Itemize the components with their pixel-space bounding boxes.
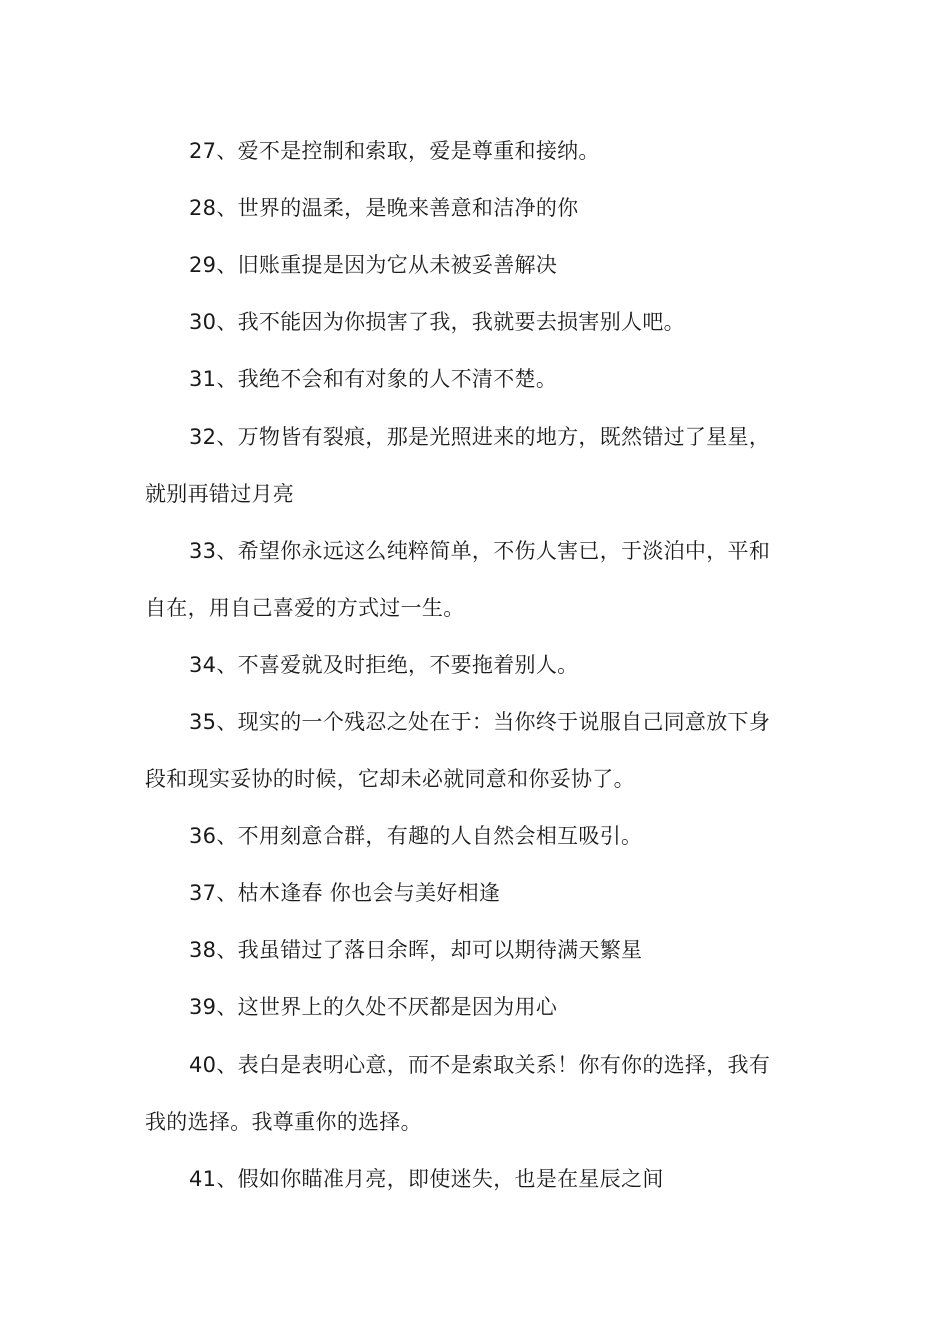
list-item-30: 30、我不能因为你损害了我，我就要去损害别人吧。 [189, 310, 685, 334]
list-item-35-continued: 段和现实妥协的时候，它却未必就同意和你妥协了。 [145, 767, 635, 791]
list-item-29: 29、旧账重提是因为它从未被妥善解决 [189, 253, 558, 277]
list-item-39: 39、这世界上的久处不厌都是因为用心 [189, 995, 558, 1019]
list-item-33-continued: 自在，用自己喜爱的方式过一生。 [145, 596, 465, 620]
list-item-41: 41、假如你瞄准月亮，即使迷失，也是在星辰之间 [189, 1167, 664, 1191]
list-item-38: 38、我虽错过了落日余晖，却可以期待满天繁星 [189, 938, 643, 962]
list-item-33: 33、希望你永远这么纯粹简单，不伤人害已，于淡泊中，平和 [189, 539, 771, 563]
list-item-35: 35、现实的一个残忍之处在于：当你终于说服自己同意放下身 [189, 710, 771, 734]
list-item-36: 36、不用刻意合群，有趣的人自然会相互吸引。 [189, 824, 643, 848]
list-item-40-continued: 我的选择。我尊重你的选择。 [145, 1110, 422, 1134]
list-item-28: 28、世界的温柔，是晚来善意和洁净的你 [189, 196, 579, 220]
list-item-31: 31、我绝不会和有对象的人不清不楚。 [189, 367, 558, 391]
list-item-40: 40、表白是表明心意，而不是索取关系！你有你的选择，我有 [189, 1053, 771, 1077]
list-item-32: 32、万物皆有裂痕，那是光照进来的地方，既然错过了星星， [189, 425, 771, 449]
list-item-37: 37、枯木逢春 你也会与美好相逢 [189, 881, 501, 905]
list-item-32-continued: 就别再错过月亮 [145, 482, 295, 506]
list-item-27: 27、爱不是控制和索取，爱是尊重和接纳。 [189, 139, 600, 163]
list-item-34: 34、不喜爱就及时拒绝，不要拖着别人。 [189, 653, 579, 677]
